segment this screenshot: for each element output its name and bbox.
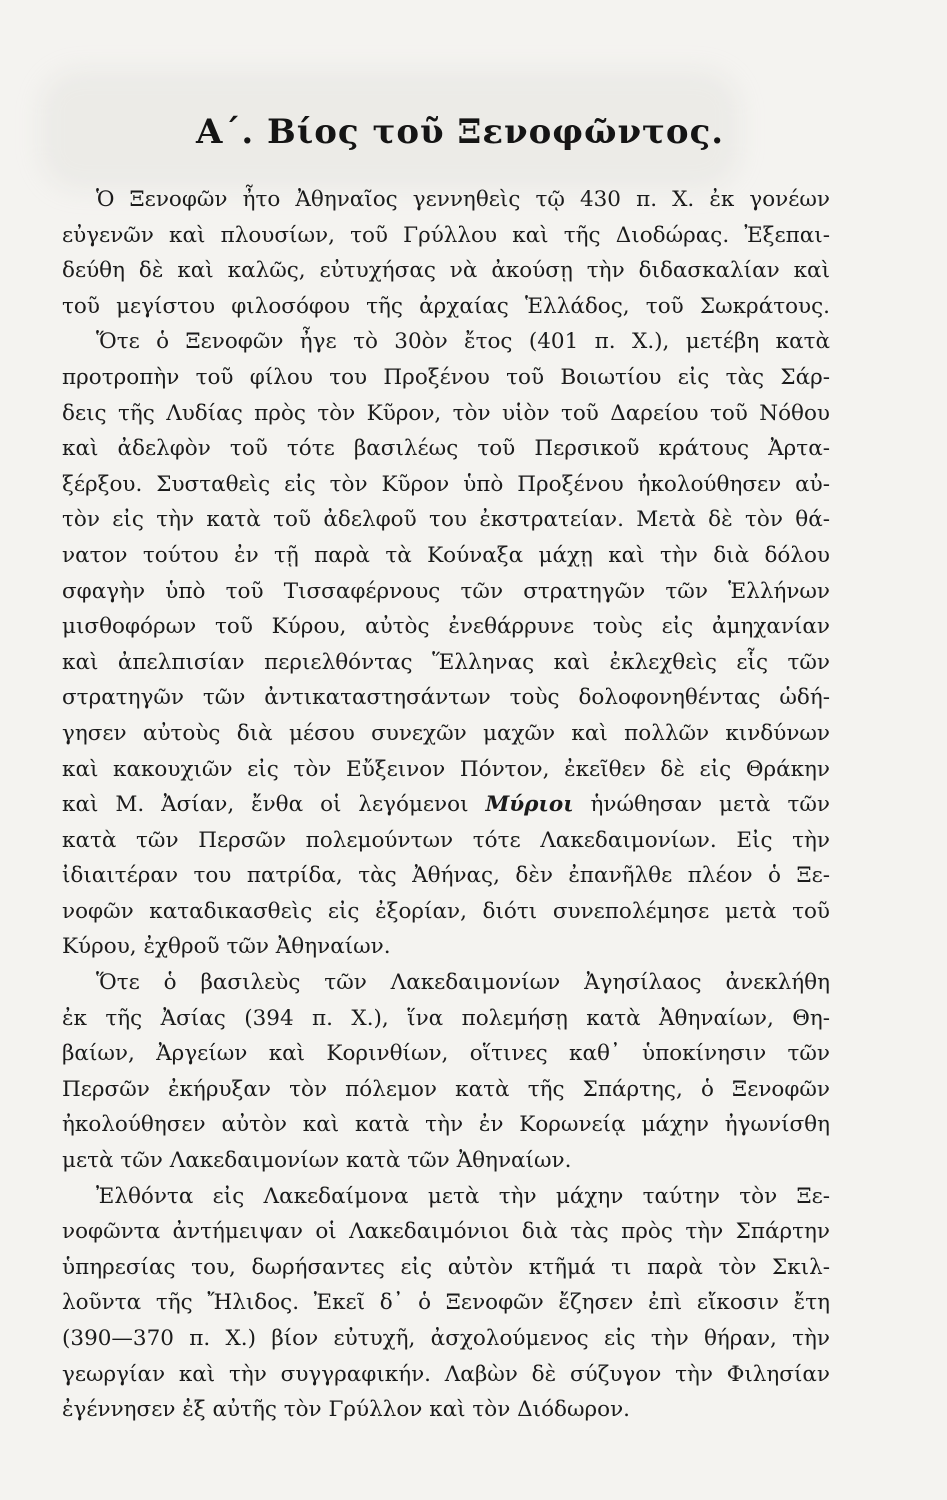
text-line: σφαγὴν ὑπὸ τοῦ Τισσαφέρνους τῶν στρατηγῶν τῶν Ἑλλήνων	[62, 578, 830, 604]
text-line: γεωργίαν καὶ τὴν συγγραφικήν. Λαβὼν δὲ σύζυγον τὴν Φιλησίαν	[62, 1361, 830, 1387]
text-line: καὶ ἀδελφὸν τοῦ τότε βασιλέως τοῦ Περσικοῦ κράτους Ἀρτα-	[62, 436, 830, 462]
text-line: στρατηγῶν τῶν ἀντικαταστησάντων τοὺς δολοφονηθέντας ὡδή-	[62, 685, 830, 711]
text-line: τοῦ μεγίστου φιλοσόφου τῆς ἀρχαίας Ἑλλάδος, τοῦ Σωκράτους.	[62, 293, 830, 319]
text-line: Περσῶν ἐκήρυξαν τὸν πόλεμον κατὰ τῆς Σπάρτης, ὁ Ξενοφῶν	[62, 1076, 830, 1102]
text-line: Κύρου, ἐχθροῦ τῶν Ἀθηναίων.	[62, 934, 391, 960]
text-line: Ἐλθόντα εἰς Λακεδαίμονα μετὰ τὴν μάχην ταύτην τὸν Ξε-	[96, 1183, 830, 1209]
body-text	[62, 182, 830, 1428]
text-line: νοφῶντα ἀντήμειψαν οἱ Λακεδαιμόνιοι διὰ τὰς πρὸς τὴν Σπάρτην	[62, 1219, 830, 1245]
text-line: ὑπηρεσίας του, δωρήσαντες εἰς αὐτὸν κτῆμά τι παρὰ τὸν Σκιλ-	[62, 1254, 830, 1280]
text-line: τὸν εἰς τὴν κατὰ τοῦ ἀδελφοῦ του ἐκστρατείαν. Μετὰ δὲ τὸν θά-	[62, 507, 830, 533]
text-line-with-emphasis	[62, 787, 830, 823]
text-line: γησεν αὐτοὺς διὰ μέσου συνεχῶν μαχῶν καὶ πολλῶν κινδύνων	[62, 720, 830, 746]
text-line: ἐκ τῆς Ἀσίας (394 π. Χ.), ἵνα πολεμήσῃ κατὰ Ἀθηναίων, Θη-	[62, 1005, 830, 1031]
text-line: μισθοφόρων τοῦ Κύρου, αὐτὸς ἐνεθάρρυνε τοὺς εἰς ἀμηχανίαν	[62, 614, 830, 640]
text-line: νατον τούτου ἐν τῇ παρὰ τὰ Κούναξα μάχῃ καὶ τὴν διὰ δόλου	[62, 542, 830, 568]
text-line: ἠκολούθησεν αὐτὸν καὶ κατὰ τὴν ἐν Κορωνείᾳ μάχην ἠγωνίσθη	[62, 1112, 830, 1138]
chapter-heading: Α΄. Βίος τοῦ Ξενοφῶντος.	[196, 112, 725, 152]
text-line: εὐγενῶν καὶ πλουσίων, τοῦ Γρύλλου καὶ τῆς Διοδώρας. Ἐξεπαι-	[62, 222, 830, 248]
text-segment: καὶ Μ. Ἀσίαν, ἔνθα οἱ λεγόμενοι	[62, 792, 486, 818]
text-line: (390—370 π. Χ.) βίον εὐτυχῆ, ἀσχολούμενος εἰς τὴν θήραν, τὴν	[62, 1326, 830, 1351]
text-line: καὶ κακουχιῶν εἰς τὸν Εὔξεινον Πόντον, ἐκεῖθεν δὲ εἰς Θράκην	[62, 756, 830, 782]
text-line: ξέρξου. Συσταθεὶς εἰς τὸν Κῦρον ὑπὸ Προξένου ἠκολούθησεν αὐ-	[62, 471, 830, 497]
text-line: προτροπὴν τοῦ φίλου του Προξένου τοῦ Βοιωτίου εἰς τὰς Σάρ-	[62, 364, 830, 390]
text-line: βαίων, Ἀργείων καὶ Κορινθίων, οἵτινες καθ᾽ ὑποκίνησιν τῶν	[62, 1041, 830, 1067]
text-line: μετὰ τῶν Λακεδαιμονίων κατὰ τῶν Ἀθηναίων.	[62, 1148, 572, 1174]
text-line: ἰδιαιτέραν του πατρίδα, τὰς Ἀθήνας, δὲν ἐπανῆλθε πλέον ὁ Ξε-	[62, 863, 830, 889]
emphasis-word: Μύριοι	[485, 792, 574, 818]
text-line: δεις τῆς Λυδίας πρὸς τὸν Κῦρον, τὸν υἱὸν τοῦ Δαρείου τοῦ Νόθου	[62, 400, 830, 426]
text-line: ἐγέννησεν ἐξ αὐτῆς τὸν Γρύλλον καὶ τὸν Διόδωρον.	[62, 1397, 631, 1423]
text-line: νοφῶν καταδικασθεὶς εἰς ἐξορίαν, διότι συνεπολέμησε μετὰ τοῦ	[62, 898, 830, 924]
text-line: καὶ ἀπελπισίαν περιελθόντας Ἕλληνας καὶ ἐκλεχθεὶς εἷς τῶν	[62, 649, 830, 675]
text-line: δεύθη δὲ καὶ καλῶς, εὐτυχήσας νὰ ἀκούσῃ τὴν διδασκαλίαν καὶ	[62, 258, 830, 284]
text-segment: ἡνώθησαν μετὰ τῶν	[573, 792, 830, 818]
text-line: λοῦντα τῆς Ἤλιδος. Ἐκεῖ δ᾽ ὁ Ξενοφῶν ἔζησεν ἐπὶ εἴκοσιν ἔτη	[62, 1290, 830, 1316]
text-line: Ὅτε ὁ Ξενοφῶν ἦγε τὸ 30ὸν ἔτος (401 π. Χ.), μετέβη κατὰ	[96, 329, 830, 355]
text-line: Ὅτε ὁ βασιλεὺς τῶν Λακεδαιμονίων Ἀγησίλαος ἀνεκλήθη	[96, 970, 830, 996]
text-line: Ὁ Ξενοφῶν ἦτο Ἀθηναῖος γεννηθεὶς τῷ 430 π. Χ. ἐκ γονέων	[96, 187, 830, 212]
text-line: κατὰ τῶν Περσῶν πολεμούντων τότε Λακεδαιμονίων. Εἰς τὴν	[62, 827, 830, 853]
